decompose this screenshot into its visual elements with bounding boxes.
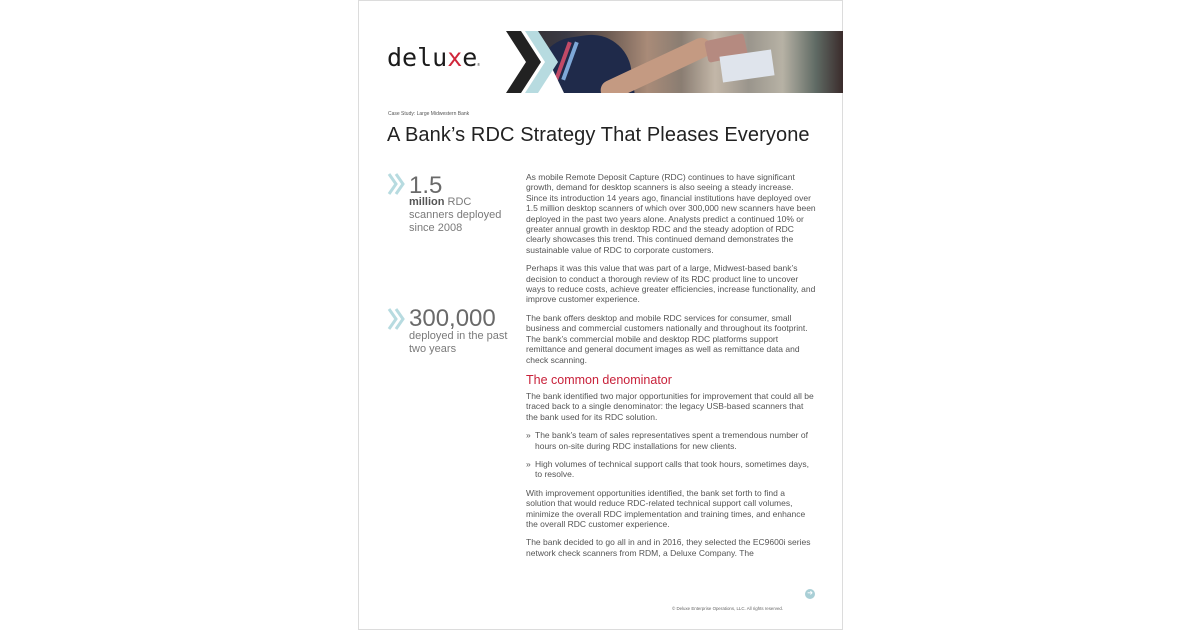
next-page-arrow-icon[interactable]: ➜ bbox=[805, 589, 815, 599]
body-paragraph: As mobile Remote Deposit Capture (RDC) continues to have significant growth, demand for desktop scanners is also seeing a steady increase. Since its introduction 14 years ago, financial institutions have deployed over 1.5 million desktop scanners of which over 300,000 new scanners have been deployed in the past two years alone. Analysts predict a continued 10% or greater annual growth in desktop RDC and the steady adoption of RDC clearly showcases this trend. This continued demand demonstrates the sustainable value of RDC to corporate customers. bbox=[526, 172, 816, 255]
body-paragraph: With improvement opportunities identified, the bank set forth to find a solution that would reduce RDC-related technical support call volumes, minimize the overall RDC implementation and training times, and enhance the overall RDC customer experience. bbox=[526, 487, 806, 529]
stat-desc-text: RDC scanners deployed since 2008 bbox=[409, 196, 502, 234]
hero-check bbox=[719, 50, 774, 83]
body-paragraph: The bank offers desktop and mobile RDC services for consumer, small business and commercial customers nationally and throughout its footprint. The bank’s commercial mobile and desktop RDC platforms support remittance and general document images as well as remittance data and check scanning. bbox=[526, 312, 808, 365]
list-item-text: The bank’s team of sales representatives spent a tremendous number of hours on-site during RDC installations for new clients. bbox=[535, 430, 808, 451]
stat-description bbox=[409, 330, 509, 356]
list-item bbox=[526, 459, 816, 480]
stat-value: 1.5 bbox=[409, 172, 443, 199]
case-study-label: Case Study: Large Midwestern Bank bbox=[388, 111, 470, 117]
logo-text-x: x bbox=[447, 43, 463, 72]
bullet-glyph-icon: » bbox=[526, 430, 531, 441]
logo-text-suffix: e bbox=[462, 43, 478, 72]
chevron-banner-icon bbox=[506, 31, 566, 93]
bullet-glyph-icon: » bbox=[526, 458, 531, 469]
deluxe-logo bbox=[387, 45, 480, 70]
logo-registered-mark: ® bbox=[477, 62, 480, 67]
list-item bbox=[526, 430, 816, 451]
hero-banner-image bbox=[506, 31, 843, 93]
bullet-list bbox=[526, 430, 816, 480]
list-item-text: High volumes of technical support calls that took hours, sometimes days, to resolve. bbox=[535, 458, 810, 480]
page-title: A Bank’s RDC Strategy That Pleases Everyone bbox=[387, 124, 810, 146]
document-page bbox=[358, 0, 843, 630]
body-paragraph: The bank decided to go all in and in 2016, they selected the EC9600i series network check scanners from RDM, a Deluxe Company. The bbox=[526, 537, 811, 558]
logo-text-prefix: delu bbox=[387, 43, 448, 72]
stat-desc-text: deployed in the past two years bbox=[409, 330, 508, 355]
body-paragraph: Perhaps it was this value that was part of a large, Midwest-based bank’s decision to conduct a thorough review of its RDC product line to uncover ways to reduce costs, achieve greater efficiencies, increase functionality, and improve customer experience. bbox=[526, 263, 816, 305]
double-chevron-icon bbox=[387, 173, 407, 195]
body-text-column bbox=[526, 172, 816, 566]
stat-value: 300,000 bbox=[409, 305, 496, 332]
body-paragraph: The bank identified two major opportunities for improvement that could all be traced back to a single denominator: the legacy USB-based scanners that the bank used for its RDC solution. bbox=[526, 390, 814, 422]
double-chevron-icon bbox=[387, 308, 407, 330]
section-heading: The common denominator bbox=[526, 372, 672, 387]
stat-desc-bold: million bbox=[409, 196, 445, 208]
copyright-footer: © Deluxe Enterprise Operations, LLC. All rights reserved. bbox=[672, 606, 784, 611]
stat-description bbox=[409, 196, 509, 235]
